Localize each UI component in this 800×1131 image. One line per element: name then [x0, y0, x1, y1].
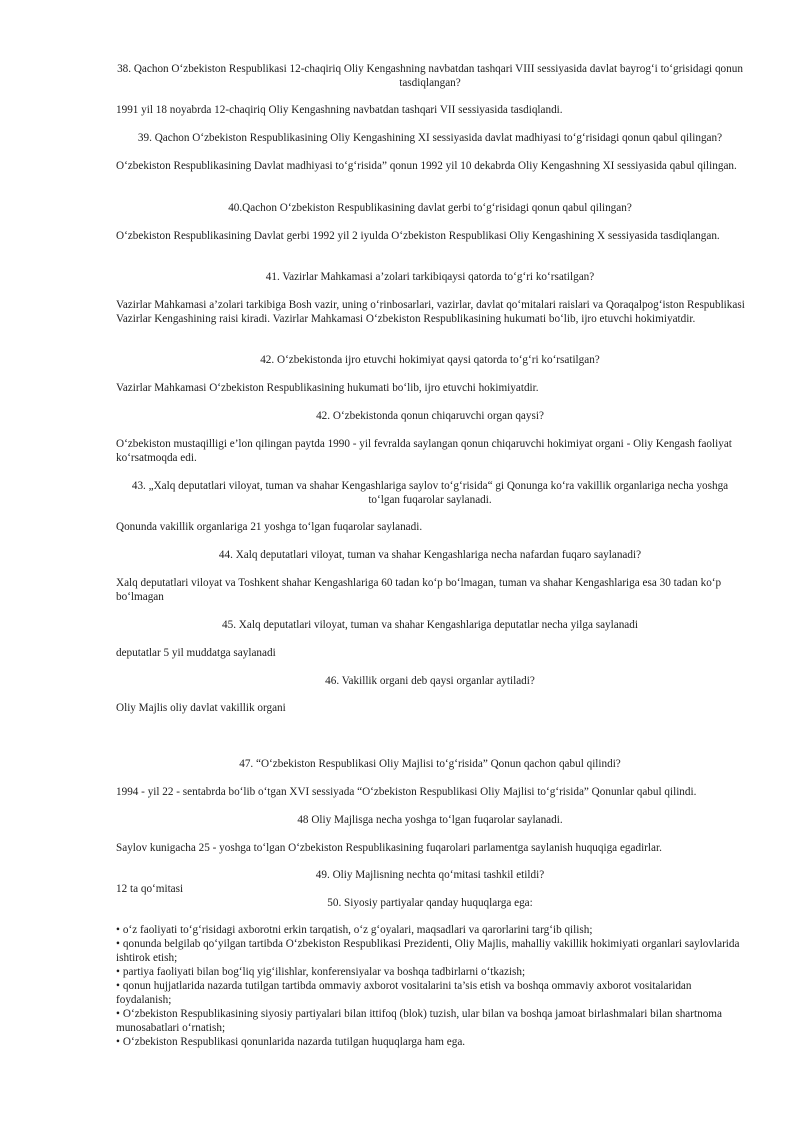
answer-48: Saylov kunigacha 25 - yoshga toʻlgan Oʻzbekiston Respublikasining fuqarolari parlamentga saylanish huquqiga egadirlar. — [116, 842, 662, 854]
answer-50-list — [116, 923, 746, 1049]
question-47: 47. “Oʻzbekiston Respublikasi Oliy Majlisi toʻgʻrisida” Qonun qachon qabul qilindi? — [239, 758, 621, 770]
question-43: 43. „Xalq deputatlari viloyat, tuman va shahar Kengashlariga saylov toʻgʻrisida“ gi Qonunga koʻra vakillik organlariga necha yoshga toʻlgan fuqarolar saylanadi. — [131, 480, 729, 506]
answer-49: 12 ta qoʻmitasi — [116, 883, 184, 895]
question-46: 46. Vakillik organi deb qaysi organlar aytiladi? — [325, 675, 535, 687]
question-38: 38. Qachon Oʻzbekiston Respublikasi 12-chaqiriq Oliy Kengashning navbatdan tashqari VIII sessiyasida davlat bayrogʻi toʻgrisidagi qonun tasdiqlangan? — [117, 63, 743, 89]
question-41: 41. Vazirlar Mahkamasi a’zolari tarkibiqaysi qatorda toʻgʻri koʻrsatilgan? — [265, 271, 595, 283]
answer-42-legislative: Oʻzbekiston mustaqilligi e’lon qilingan paytda 1990 - yil fevralda saylangan qonun chiqaruvchi hokimiyat organi - Oliy Kengash faoliyat koʻrsatmoqda edi. — [116, 438, 732, 464]
answer-44: Xalq deputatlari viloyat va Toshkent shahar Kengashlariga 60 tadan koʻp boʻlmagan, tuman va shahar Kengashlariga esa 30 tadan koʻp boʻlmagan — [116, 577, 722, 603]
bullet-icon: • — [116, 966, 120, 978]
bullet-icon: • — [116, 1008, 120, 1020]
bullet-icon: • — [116, 980, 120, 992]
answer-42-executive: Vazirlar Mahkamasi Oʻzbekiston Respublikasining hukumati boʻlib, ijro etuvchi hokimiyatdir. — [116, 382, 539, 394]
list-item: • Oʻzbekiston Respublikasi qonunlarida nazarda tutilgan huquqlarga ham ega. — [116, 1036, 466, 1048]
answer-43: Qonunda vakillik organlariga 21 yoshga toʻlgan fuqarolar saylanadi. — [116, 521, 423, 533]
question-50: 50. Siyosiy partiyalar qanday huquqlarga ega: — [327, 897, 533, 909]
question-45: 45. Xalq deputatlari viloyat, tuman va shahar Kengashlariga deputatlar necha yilga saylanadi — [222, 619, 638, 631]
list-item: • qonunda belgilab qoʻyilgan tartibda Oʻzbekiston Respublikasi Prezidenti, Oliy Majlis, mahalliy vakillik hokimiyati organlari saylovlarida ishtirok etish; — [116, 938, 740, 964]
question-42-legislative: 42. Oʻzbekistonda qonun chiqaruvchi organ qaysi? — [316, 410, 544, 422]
question-40: 40.Qachon Oʻzbekiston Respublikasining davlat gerbi toʻgʻrisidagi qonun qabul qilingan? — [228, 202, 632, 214]
question-49: 49. Oliy Majlisning nechta qoʻmitasi tashkil etildi? — [315, 869, 545, 881]
answer-47: 1994 - yil 22 - sentabrda boʻlib oʻtgan XVI sessiyada “Oʻzbekiston Respublikasi Oliy Majlisi toʻgʻrisida” Qonunlar qabul qilindi. — [116, 786, 697, 798]
answer-46: Oliy Majlis oliy davlat vakillik organi — [116, 702, 286, 714]
bullet-icon: • — [116, 924, 120, 936]
answer-41: Vazirlar Mahkamasi a’zolari tarkibiga Bosh vazir, uning oʻrinbosarlari, vazirlar, davlat qoʻmitalari raislari va Qoraqalpogʻiston Respublikasi Vazirlar Kengashining raisi kiradi. Vazirlar Mahkamasi Oʻzbekiston Respublikasining hukumati boʻlib, ijro etuvchi hokimiyatdir. — [116, 299, 745, 325]
list-item: • oʻz faoliyati toʻgʻrisidagi axborotni erkin tarqatish, oʻz gʻoyalari, maqsadlari va qarorlarini targʻib qilish; — [116, 924, 593, 936]
answer-38: 1991 yil 18 noyabrda 12-chaqiriq Oliy Kengashning navbatdan tashqari VII sessiyasida tasdiqlandi. — [116, 104, 563, 116]
list-item: • qonun hujjatlarida nazarda tutilgan tartibda ommaviy axborot vositalarini ta’sis etish va boshqa ommaviy axborot vositalaridan foydalanish; — [116, 980, 692, 1006]
list-item: • Oʻzbekiston Respublikasining siyosiy partiyalari bilan ittifoq (blok) tuzish, ular bilan va boshqa jamoat birlashmalari bilan shartnoma munosabatlari oʻrnatish; — [116, 1008, 722, 1034]
answer-39: Oʻzbekiston Respublikasining Davlat madhiyasi toʻgʻrisida” qonun 1992 yil 10 dekabrda Oliy Kengashning XI sessiyasida qabul qilingan. — [116, 160, 737, 172]
answer-45: deputatlar 5 yil muddatga saylanadi — [116, 647, 276, 659]
question-48: 48 Oliy Majlisga necha yoshga toʻlgan fuqarolar saylanadi. — [297, 814, 563, 826]
question-39: 39. Qachon Oʻzbekiston Respublikasining Oliy Kengashining XI sessiyasida davlat madhiyasi toʻgʻrisidagi qonun qabul qilingan? — [137, 132, 723, 144]
answer-40: Oʻzbekiston Respublikasining Davlat gerbi 1992 yil 2 iyulda Oʻzbekiston Respublikasi Oliy Kengashining X sessiyasida tasdiqlangan. — [116, 230, 720, 242]
bullet-icon: • — [116, 1036, 120, 1048]
question-42-executive: 42. Oʻzbekistonda ijro etuvchi hokimiyat qaysi qatorda toʻgʻri koʻrsatilgan? — [260, 354, 600, 366]
list-item: • partiya faoliyati bilan bogʻliq yigʻilishlar, konferensiyalar va boshqa tadbirlarni oʻtkazish; — [116, 966, 526, 978]
bullet-icon: • — [116, 938, 120, 950]
question-44: 44. Xalq deputatlari viloyat, tuman va shahar Kengashlariga necha nafardan fuqaro saylanadi? — [218, 549, 642, 561]
